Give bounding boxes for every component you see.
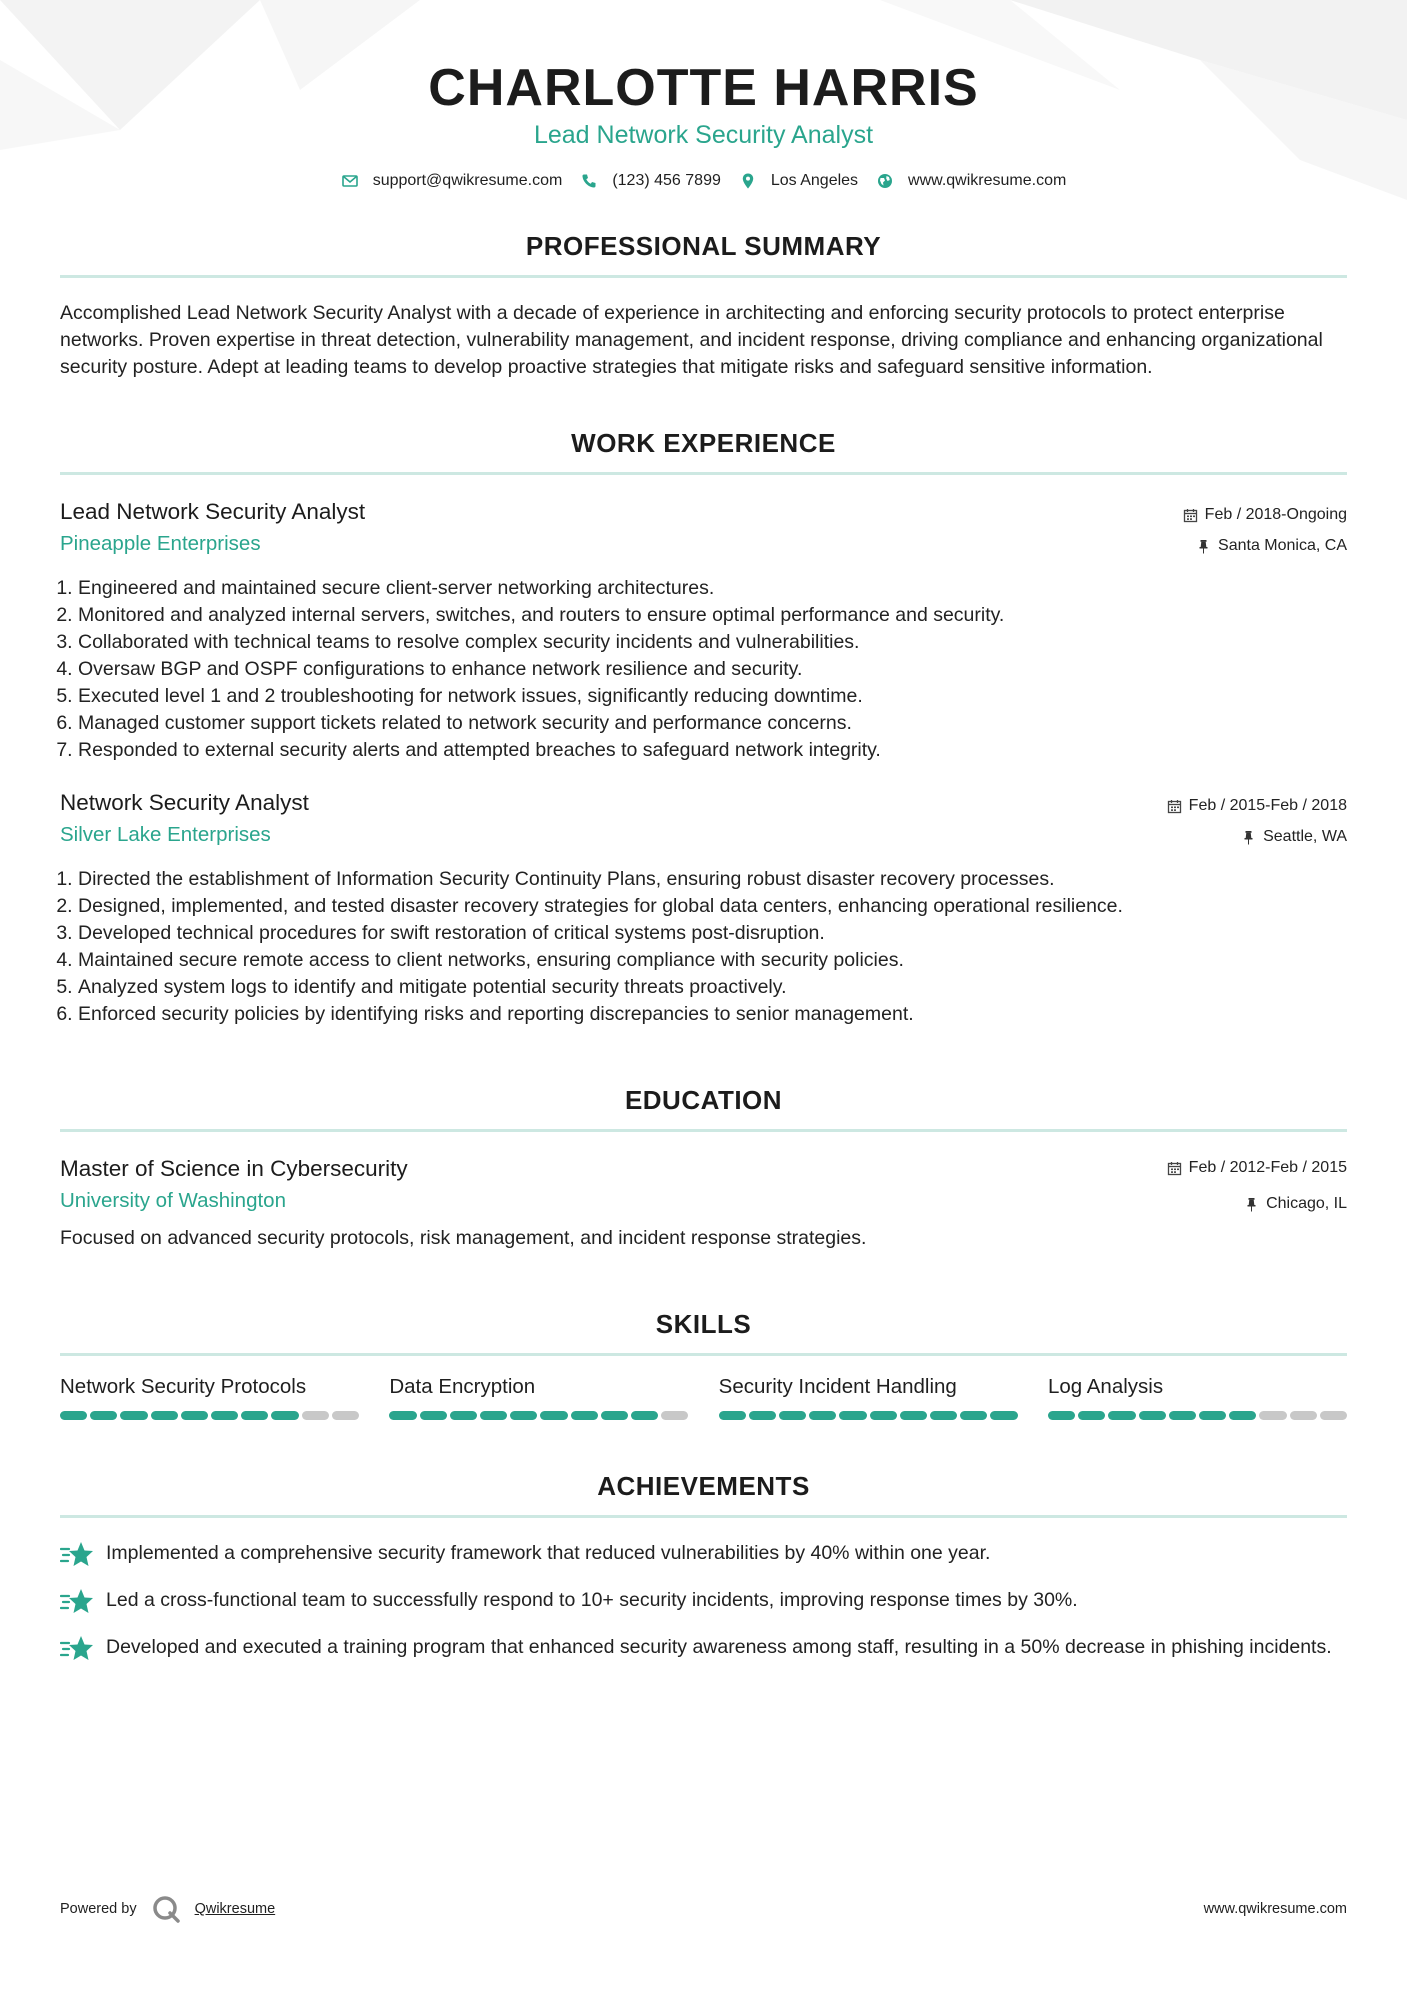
skill-segment-filled (1048, 1411, 1075, 1420)
qwikresume-logo-icon (151, 1894, 181, 1924)
contact-phone[interactable] (580, 172, 721, 190)
education-location: Chicago, IL (1266, 1195, 1347, 1212)
contact-email[interactable] (341, 172, 563, 190)
list-item: 1. Engineered and maintained secure client-server networking architectures. (78, 575, 1347, 602)
experience-title: WORK EXPERIENCE (571, 428, 836, 458)
skill-segment-filled (480, 1411, 507, 1420)
job-location: Santa Monica, CA (1218, 537, 1347, 554)
powered-by (60, 1894, 275, 1924)
list-item: 6. Enforced security policies by identifying risks and reporting discrepancies to senior management. (78, 1001, 1347, 1028)
skill-segment-empty (302, 1411, 329, 1420)
skill-segment-filled (990, 1411, 1017, 1420)
education-title: EDUCATION (624, 1085, 783, 1115)
skill-segment-filled (60, 1411, 87, 1420)
page-footer (60, 1894, 1347, 1924)
skill-segment-filled (420, 1411, 447, 1420)
list-item: 2. Monitored and analyzed internal servers, switches, and routers to ensure optimal performance and security. (78, 602, 1347, 629)
contact-location (739, 172, 858, 190)
skill-name: Network Security Protocols (60, 1375, 307, 1398)
skill-segment-empty (661, 1411, 688, 1420)
website-text: www.qwikresume.com (908, 172, 1067, 189)
list-item: 5. Analyzed system logs to identify and mitigate potential security threats proactively. (78, 974, 1347, 1001)
skill-name: Log Analysis (1047, 1375, 1164, 1398)
skill-segment-empty (1320, 1411, 1347, 1420)
achievement-text: Implemented a comprehensive security framework that reduced vulnerabilities by 40% within one year. (106, 1542, 991, 1564)
summary-title: PROFESSIONAL SUMMARY (525, 231, 882, 261)
skill-segment-filled (960, 1411, 987, 1420)
map-pin-icon (739, 172, 757, 190)
skill-segment-filled (1199, 1411, 1226, 1420)
skill-item (60, 1373, 359, 1420)
skill-segment-filled (809, 1411, 836, 1420)
list-item: 1. Directed the establishment of Information Security Continuity Plans, ensuring robust disaster recovery processes. (78, 866, 1347, 893)
section-divider (60, 1515, 1347, 1518)
education-section (60, 1084, 1347, 1252)
section-divider (60, 1129, 1347, 1132)
pushpin-icon (1241, 830, 1256, 845)
pushpin-icon (1244, 1197, 1259, 1212)
job-bullets (60, 866, 1347, 1028)
achievement-text: Led a cross-functional team to successfully respond to 10+ security incidents, improving response times by 30%. (106, 1589, 1078, 1611)
job-company: Pineapple Enterprises (60, 532, 261, 555)
list-item: 4. Oversaw BGP and OSPF configurations to enhance network resilience and security. (78, 656, 1347, 683)
job-entry (60, 788, 1347, 1028)
calendar-icon (1167, 1161, 1182, 1176)
skill-segment-filled (930, 1411, 957, 1420)
list-item: 2. Designed, implemented, and tested disaster recovery strategies for global data centers, enhancing operational resilience. (78, 893, 1347, 920)
candidate-role: Lead Network Security Analyst (533, 121, 874, 149)
achievements-section (60, 1470, 1347, 1664)
job-title: Lead Network Security Analyst (60, 499, 366, 524)
footer-website-link[interactable]: www.qwikresume.com (1203, 1901, 1347, 1917)
section-divider (60, 472, 1347, 475)
envelope-icon (341, 172, 359, 190)
powered-by-label: Powered by (60, 1901, 137, 1917)
skill-name: Security Incident Handling (718, 1375, 957, 1398)
skill-segment-filled (450, 1411, 477, 1420)
list-item: 3. Collaborated with technical teams to resolve complex security incidents and vulnerabilities. (78, 629, 1347, 656)
skill-segment-filled (540, 1411, 567, 1420)
star-icon (60, 1634, 94, 1664)
education-dates: Feb / 2012-Feb / 2015 (1188, 1159, 1347, 1176)
skill-level-bar (389, 1411, 688, 1420)
list-item: 6. Managed customer support tickets related to network security and performance concerns. (78, 710, 1347, 737)
calendar-icon (1167, 799, 1182, 814)
job-entry (60, 497, 1347, 764)
candidate-name: CHARLOTTE HARRIS (428, 59, 979, 117)
achievements-title: ACHIEVEMENTS (597, 1471, 810, 1501)
skill-item (719, 1373, 1018, 1420)
skill-segment-filled (151, 1411, 178, 1420)
skill-segment-filled (241, 1411, 268, 1420)
skill-segment-filled (779, 1411, 806, 1420)
achievement-item (60, 1540, 1347, 1570)
phone-icon (580, 172, 598, 190)
list-item: 3. Developed technical procedures for swift restoration of critical systems post-disruption. (78, 920, 1347, 947)
skill-segment-filled (900, 1411, 927, 1420)
skill-item (1048, 1373, 1347, 1420)
star-icon (60, 1587, 94, 1617)
section-divider (60, 1353, 1347, 1356)
achievement-item (60, 1587, 1347, 1617)
brand-link[interactable]: Qwikresume (194, 1901, 276, 1917)
skill-segment-empty (332, 1411, 359, 1420)
contact-row (60, 172, 1347, 190)
job-dates: Feb / 2018-Ongoing (1204, 506, 1347, 523)
skill-name: Data Encryption (389, 1375, 536, 1398)
job-bullets (60, 575, 1347, 764)
skill-level-bar (719, 1411, 1018, 1420)
calendar-icon (1183, 508, 1198, 523)
skill-segment-filled (1139, 1411, 1166, 1420)
skill-segment-filled (1078, 1411, 1105, 1420)
skill-segment-filled (719, 1411, 746, 1420)
skill-segment-filled (1169, 1411, 1196, 1420)
skills-list (60, 1373, 1347, 1420)
skill-segment-filled (1229, 1411, 1256, 1420)
achievement-text: Developed and executed a training program that enhanced security awareness among staff, resulting in a 50% decrease in phishing incidents. (106, 1636, 1332, 1658)
skill-segment-filled (839, 1411, 866, 1420)
job-dates: Feb / 2015-Feb / 2018 (1188, 797, 1347, 814)
skill-segment-empty (1259, 1411, 1286, 1420)
resume-header (60, 0, 1347, 190)
skill-level-bar (60, 1411, 359, 1420)
skill-segment-filled (211, 1411, 238, 1420)
skill-segment-filled (389, 1411, 416, 1420)
skill-segment-filled (571, 1411, 598, 1420)
skill-segment-filled (181, 1411, 208, 1420)
contact-website[interactable] (876, 172, 1066, 190)
skill-segment-filled (120, 1411, 147, 1420)
experience-section (60, 427, 1347, 1028)
job-location: Seattle, WA (1263, 828, 1347, 845)
skill-segment-filled (749, 1411, 776, 1420)
section-divider (60, 275, 1347, 278)
skill-segment-filled (870, 1411, 897, 1420)
job-title: Network Security Analyst (60, 790, 309, 815)
skill-segment-filled (631, 1411, 658, 1420)
location-text: Los Angeles (770, 172, 859, 189)
skill-segment-empty (1290, 1411, 1317, 1420)
summary-section (60, 230, 1347, 381)
globe-icon (876, 172, 894, 190)
job-company: Silver Lake Enterprises (60, 823, 271, 846)
skills-title: SKILLS (655, 1309, 752, 1339)
star-icon (60, 1540, 94, 1570)
skills-section (60, 1308, 1347, 1420)
list-item: 7. Responded to external security alerts and attempted breaches to safeguard network integrity. (78, 737, 1347, 764)
skill-segment-filled (510, 1411, 537, 1420)
skill-segment-filled (601, 1411, 628, 1420)
skill-segment-filled (1108, 1411, 1135, 1420)
skill-segment-filled (90, 1411, 117, 1420)
summary-text: Accomplished Lead Network Security Analyst with a decade of experience in architecting and enforcing security protocols to protect enterprise networks. Proven expertise in threat detection, vulnerability management, and incident response, driving compliance and enhancing organizational security posture. Adept at leading teams to develop proactive strategies that mitigate risks and safeguard sensitive information. (60, 302, 1323, 378)
list-item: 4. Maintained secure remote access to client networks, ensuring compliance with security policies. (78, 947, 1347, 974)
school-name: University of Washington (60, 1189, 286, 1212)
skill-segment-filled (271, 1411, 298, 1420)
email-text: support@qwikresume.com (372, 172, 563, 189)
phone-text: (123) 456 7899 (612, 172, 721, 189)
education-description: Focused on advanced security protocols, risk management, and incident response strategies. (60, 1227, 867, 1249)
skill-item (389, 1373, 688, 1420)
degree-title: Master of Science in Cybersecurity (60, 1156, 408, 1181)
list-item: 5. Executed level 1 and 2 troubleshooting for network issues, significantly reducing downtime. (78, 683, 1347, 710)
skill-level-bar (1048, 1411, 1347, 1420)
pushpin-icon (1196, 539, 1211, 554)
achievement-item (60, 1634, 1347, 1664)
